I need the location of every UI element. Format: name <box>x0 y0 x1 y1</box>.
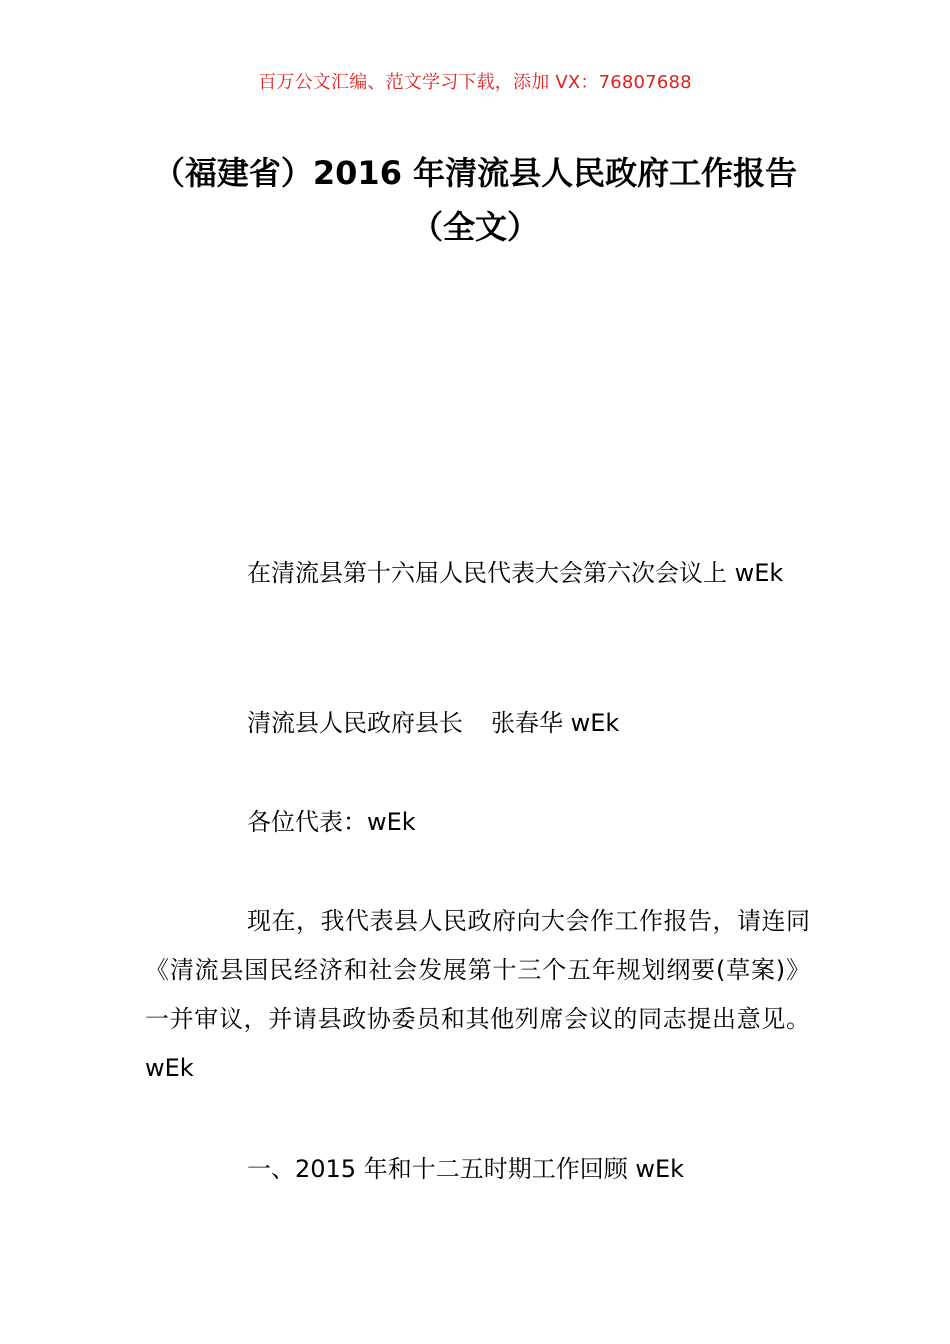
speaker-title: 清流县人民政府县长 <box>247 709 463 737</box>
header-promo-note: 百万公文汇编、范文学习下载，添加 VX：76807688 <box>258 72 692 93</box>
speaker-name: 张春华 wEk <box>491 709 620 737</box>
section-heading: 一、2015 年和十二五时期工作回顾 wEk <box>247 1155 685 1183</box>
intro-paragraph: 现在，我代表县人民政府向大会作工作报告，请连同《清流县国民经济和社会发展第十三个五年规划纲要(草案)》一并审议，并请县政协委员和其他列席会议的同志提出意见。wEk <box>145 907 810 1082</box>
speaker-line <box>145 699 810 748</box>
meeting-line: 在清流县第十六届人民代表大会第六次会议上 wEk <box>247 559 784 587</box>
salutation: 各位代表：wEk <box>247 808 416 836</box>
document-title: （福建省）2016 年清流县人民政府工作报告（全文） <box>152 154 798 246</box>
